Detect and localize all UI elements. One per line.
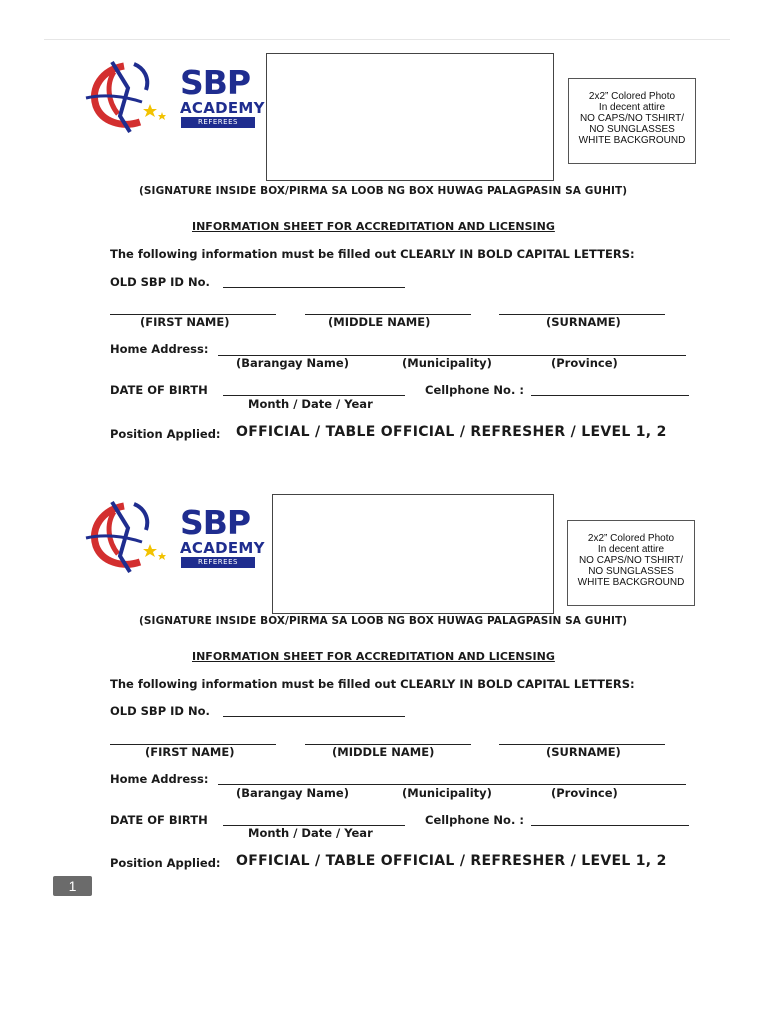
middle-name-label: (MIDDLE NAME) [332,745,435,759]
photo-note-line: NO CAPS/NO TSHIRT/ [578,555,684,566]
sheet-title: INFORMATION SHEET FOR ACCREDITATION AND LICENSING [192,220,555,233]
cellphone-field[interactable] [531,395,689,396]
photo-note-line: WHITE BACKGROUND [578,135,686,146]
province-label: (Province) [551,786,618,800]
barangay-label: (Barangay Name) [236,356,349,370]
dob-format: Month / Date / Year [248,397,373,411]
logo-sbp-text: SBP [180,503,251,542]
first-name-label: (FIRST NAME) [140,315,230,329]
referee-emblem-icon [84,498,180,574]
home-address-field[interactable] [218,784,686,785]
logo-sbp-text: SBP [180,63,251,102]
logo-academy-text: ACADEMY [180,539,265,557]
old-id-label: OLD SBP ID No. [110,275,210,289]
logo-referees-tag: REFEREES [181,117,255,128]
middle-name-label: (MIDDLE NAME) [328,315,431,329]
surname-label: (SURNAME) [546,315,621,329]
old-id-field[interactable] [223,287,405,288]
cellphone-field[interactable] [531,825,689,826]
photo-box [567,520,695,606]
page-number-badge[interactable]: 1 [53,876,92,896]
position-label: Position Applied: [110,856,221,870]
position-label: Position Applied: [110,427,221,441]
cellphone-label: Cellphone No. : [425,813,524,827]
province-label: (Province) [551,356,618,370]
municipality-label: (Municipality) [402,356,492,370]
photo-box [568,78,696,164]
logo-academy-text: ACADEMY [180,99,265,117]
photo-note-line: In decent attire [597,544,665,555]
first-name-label: (FIRST NAME) [145,745,235,759]
info-sheet-form-2 [0,440,768,870]
signature-note: (SIGNATURE INSIDE BOX/PIRMA SA LOOB NG BOX HUWAG PALAGPASIN SA GUHIT) [139,185,628,197]
position-options: OFFICIAL / TABLE OFFICIAL / REFRESHER / LEVEL 1, 2 [236,424,667,440]
dob-format: Month / Date / Year [248,826,373,840]
instruction-text: The following information must be filled out CLEARLY IN BOLD CAPITAL LETTERS: [110,247,635,261]
photo-note-line: 2x2” Colored Photo [588,91,676,102]
dob-field[interactable] [223,395,405,396]
sbp-academy-logo [84,496,264,576]
signature-note: (SIGNATURE INSIDE BOX/PIRMA SA LOOB NG BOX HUWAG PALAGPASIN SA GUHIT) [139,615,628,627]
logo-referees-tag: REFEREES [181,557,255,568]
dob-label: DATE OF BIRTH [110,813,208,827]
instruction-text: The following information must be filled out CLEARLY IN BOLD CAPITAL LETTERS: [110,677,635,691]
dob-label: DATE OF BIRTH [110,383,208,397]
barangay-label: (Barangay Name) [236,786,349,800]
position-options: OFFICIAL / TABLE OFFICIAL / REFRESHER / LEVEL 1, 2 [236,853,667,869]
signature-box[interactable] [266,53,554,181]
sheet-title: INFORMATION SHEET FOR ACCREDITATION AND LICENSING [192,650,555,663]
signature-box[interactable] [272,494,554,614]
old-id-label: OLD SBP ID No. [110,704,210,718]
photo-note-line: 2x2” Colored Photo [587,533,675,544]
cellphone-label: Cellphone No. : [425,383,524,397]
photo-note-line: In decent attire [598,102,666,113]
referee-emblem-icon [84,58,180,134]
info-sheet-form-1 [0,0,768,441]
home-address-label: Home Address: [110,342,209,356]
photo-note-line: NO CAPS/NO TSHIRT/ [579,113,685,124]
old-id-field[interactable] [223,716,405,717]
sbp-academy-logo [84,56,264,136]
photo-note-line: NO SUNGLASSES [589,124,675,135]
photo-note-line: WHITE BACKGROUND [577,577,685,588]
municipality-label: (Municipality) [402,786,492,800]
photo-note-line: NO SUNGLASSES [588,566,674,577]
home-address-label: Home Address: [110,772,209,786]
surname-label: (SURNAME) [546,745,621,759]
